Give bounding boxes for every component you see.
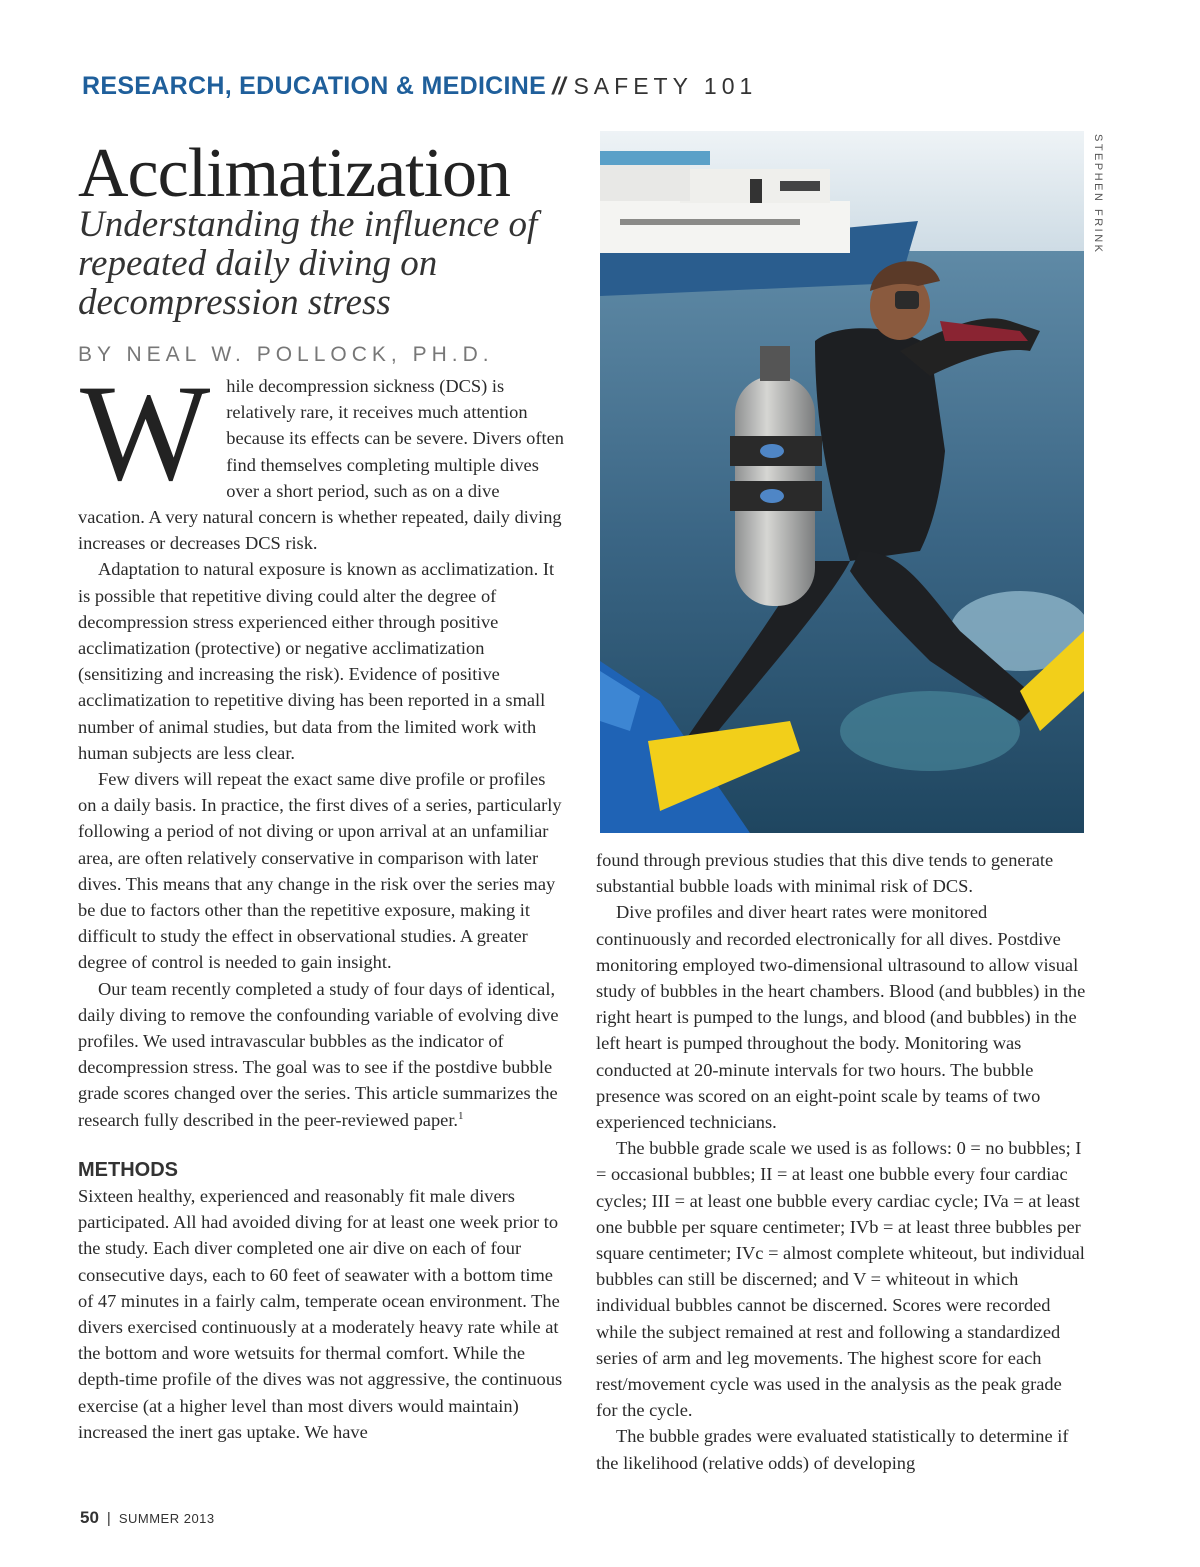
article-title: Acclimatization: [78, 135, 511, 212]
page-footer: [80, 1508, 215, 1528]
section-subtitle: SAFETY 101: [573, 73, 758, 99]
article-subtitle: Understanding the influence of repeated daily diving on decompression stress: [78, 204, 538, 323]
body-paragraph: hile decompression sickness (DCS) is relatively rare, it receives much attention because its effects can be severe. Divers often find themselves completing multiple dives over a short period, such as on a dive vacation. A very natural concern is whether repeated, daily diving increases or decreases DCS risk.: [78, 376, 564, 554]
body-paragraph: Sixteen healthy, experienced and reasonably fit male divers participated. All had avoided diving for at least one week prior to the study. Each diver completed one air dive on each of four consecutive days, each to 60 feet of seawater with a bottom time of 47 minutes in a fairly calm, temperate ocean environment. The divers exercised continuously at a moderately heavy rate while at the bottom and wore wetsuits for thermal comfort. While the depth-time profile of the dives was not aggressive, the continuous exercise (at a higher level than most divers would maintain) increased the inert gas uptake. We have: [78, 1185, 563, 1442]
header-separator: //: [552, 73, 566, 100]
footnote-reference[interactable]: 1: [458, 1109, 464, 1122]
body-paragraph: The bubble grade scale we used is as follows: 0 = no bubbles; I = occasional bubbles; II = at least one bubble every four cardiac cycles; III = at least one bubble every cardiac cycle; IVa = at least one bubble per square centimeter; IVb = at least three bubbles per square centimeter; IVc = almost complete whiteout, but individual bubbles can still be discerned; and V = whiteout in which individual bubbles cannot be discerned. Scores were recorded while the subject remained at rest and following a standardized series of arm and leg movements. The highest score for each rest/movement cycle was used in the analysis as the peak grade for the cycle.: [596, 1138, 1085, 1421]
drop-cap: W: [80, 356, 211, 509]
body-paragraph-text: Our team recently completed a study of four days of identical, daily diving to remove the confounding variable of evolving dive profiles. We used intravascular bubbles as the indicator of decompression stress. The goal was to see if the postdive bubble grade scores changed over the series. This article summarizes the research fully described in the peer-reviewed paper.: [78, 978, 559, 1130]
footer-divider: |: [106, 1510, 111, 1527]
right-column: [596, 847, 1086, 1476]
body-paragraph: Dive profiles and diver heart rates were monitored continuously and recorded electronically for all dives. Postdive monitoring employed two-dimensional ultrasound to allow visual study of bubbles in the heart chambers. Blood (and bubbles) in the right heart is pumped to the lungs, and blood (and bubbles) in the left heart is pumped throughout the body. Monitoring was conducted at 20-minute intervals for two hours. The bubble presence was scored on an eight-point scale by teams of two experienced technicians.: [596, 902, 1086, 1133]
photo-credit: STEPHEN FRINK: [1092, 134, 1104, 255]
left-column: [78, 356, 568, 1445]
article-byline: BY NEAL W. POLLOCK, PH.D.: [78, 343, 494, 366]
issue-label: SUMMER 2013: [118, 1511, 215, 1526]
body-paragraph: The bubble grades were evaluated statistically to determine if the likelihood (relative odds) of developing: [596, 1426, 1069, 1473]
diver-photo: [600, 131, 1084, 833]
section-header: [82, 72, 757, 101]
page-number: 50: [80, 1508, 99, 1527]
body-paragraph: [78, 976, 568, 1133]
diver-photo-illustration: [600, 131, 1084, 833]
body-paragraph: Adaptation to natural exposure is known as acclimatization. It is possible that repetitive diving could alter the degree of decompression stress experienced either through positive acclimatization (protective) or negative acclimatization (sensitizing and increasing the risk). Evidence of positive acclimatization to repetitive diving has been reported in a small number of animal studies, but data from the limited work with human subjects are less clear.: [78, 559, 555, 763]
methods-heading: METHODS: [78, 1158, 178, 1181]
body-paragraph: Few divers will repeat the exact same dive profile or profiles on a daily basis. In practice, the first dives of a series, particularly following a period of not diving or upon arrival at an unfamiliar area, are often relatively conservative in comparison with later dives. This means that any change in the risk over the series may be due to factors other than the repetitive exposure, making it difficult to study the effect in observational studies. A greater degree of control is needed to gain insight.: [78, 769, 562, 973]
body-paragraph: found through previous studies that this dive tends to generate substantial bubble loads with minimal risk of DCS.: [596, 850, 1054, 897]
section-title: RESEARCH, EDUCATION & MEDICINE: [82, 72, 547, 100]
